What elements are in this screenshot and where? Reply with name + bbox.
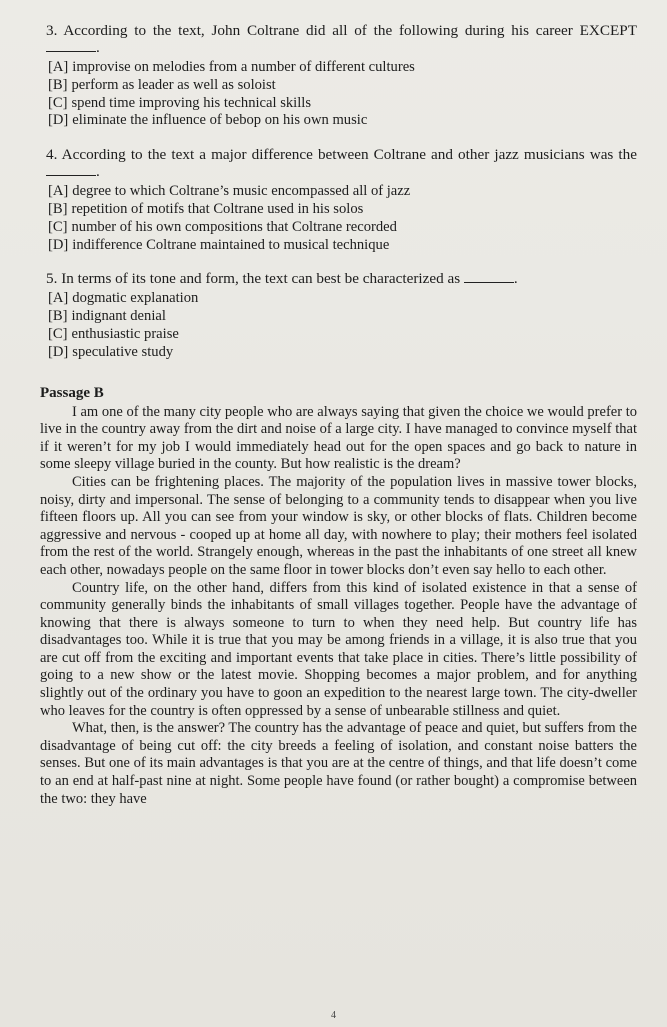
passage-paragraph: What, then, is the answer? The country has the advantage of peace and quiet, but suffers from the disadvantage of being cut off: the city breeds a feeling of isolation, and constant noise batters the senses. But one of its main advantages is that you are at the centre of things, and that life doesn’t come to an end at half-past nine at night. Some people have found (or rather bought) a compromise between the two: they have [40, 720, 637, 807]
option-c: [C] enthusiastic praise [48, 325, 179, 342]
answer-blank [46, 163, 96, 176]
passage-paragraph: I am one of the many city people who are always saying that given the choice we would prefer to live in the country away from the dirt and noise of a large city. I have managed to convince myself that if it weren’t for my job I would immediately head out for the open spaces and go back to nature in some sleepy village buried in the county. But how realistic is the dream? [40, 403, 637, 473]
option-b: [B] indignant denial [48, 308, 166, 325]
option-a: [A] dogmatic explanation [48, 290, 199, 307]
option-a: [A] degree to which Coltrane’s music encompassed all of jazz [48, 183, 411, 200]
passage-b [38, 384, 637, 809]
question-stem: 4. According to the text a major difference between Coltrane and other jazz musicians was the. [46, 146, 637, 181]
passage-paragraph: Cities can be frightening places. The majority of the population lives in massive tower blocks, noisy, dirty and impersonal. The sense of belonging to a community tends to disappear when you live fifteen floors up. All you can see from your window is sky, or other blocks of flats. Children become aggressive and nervous - cooped up at home all day, with nowhere to play; their mothers feel isolated from the rest of the world. Strangely enough, whereas in the past the inhabitants of one street all knew each other, nowadays people on the same floor in tower blocks don’t even say hello to each other. [40, 473, 637, 578]
option-c: [C] number of his own compositions that Coltrane recorded [48, 218, 397, 235]
question-4 [38, 146, 637, 254]
passage-paragraph: Country life, on the other hand, differs from this kind of isolated existence in that a sense of community generally binds the inhabitants of small villages together. People have the advantage of knowing that there is always someone to turn to when they need help. But country life has disadvantages too. While it is true that you may be among friends in a village, it is also true that you are cut off from the exciting and important events that take place in cities. There’s little possibility of going to a new show or the latest movie. Shopping becomes a major problem, and for anything slightly out of the ordinary you have to goon an expedition to the nearest large town. The city-dweller who leaves for the country is often oppressed by a sense of unbearable stillness and quiet. [40, 579, 637, 719]
option-d: [D] speculative study [48, 343, 174, 360]
answer-blank [46, 39, 96, 52]
option-a: [A] improvise on melodies from a number of different cultures [48, 59, 415, 75]
passage-title: Passage B [40, 384, 104, 401]
option-b: [B] perform as leader as well as soloist [48, 76, 276, 93]
question-stem: 5. In terms of its tone and form, the text can best be characterized as . [46, 270, 518, 288]
question-5 [38, 270, 637, 361]
option-b: [B] repetition of motifs that Coltrane used in his solos [48, 200, 364, 217]
page-number: 4 [331, 1010, 336, 1021]
question-stem: 3. According to the text, John Coltrane did all of the following during his career EXCEPT. [46, 22, 637, 56]
option-c: [C] spend time improving his technical skills [48, 94, 312, 111]
option-d: [D] indifference Coltrane maintained to musical technique [48, 236, 390, 253]
option-d: [D] eliminate the influence of bebop on his own music [48, 112, 368, 129]
question-3 [38, 22, 637, 130]
answer-blank [464, 270, 514, 283]
